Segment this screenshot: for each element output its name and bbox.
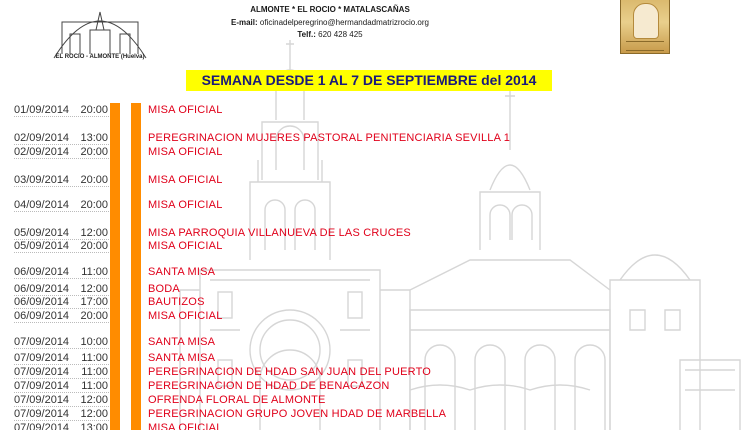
row-time: 20:00 bbox=[80, 174, 108, 186]
row-time: 12:00 bbox=[80, 283, 108, 295]
row-divider bbox=[14, 278, 109, 279]
row-date: 06/09/2014 bbox=[14, 266, 70, 278]
page-title: SEMANA DESDE 1 AL 7 DE SEPTIEMBRE del 2014 bbox=[186, 70, 552, 91]
row-divider bbox=[14, 392, 109, 393]
row-date: 07/09/2014 bbox=[14, 366, 70, 378]
row-time: 20:00 bbox=[80, 310, 108, 322]
row-time: 12:00 bbox=[80, 227, 108, 239]
row-divider bbox=[14, 186, 109, 187]
row-time: 10:00 bbox=[80, 336, 108, 348]
row-time: 20:00 bbox=[80, 240, 108, 252]
row-divider bbox=[14, 158, 109, 159]
row-time: 17:00 bbox=[80, 296, 108, 308]
row-date: 07/09/2014 bbox=[14, 352, 70, 364]
svg-text:EL ROCIO - ALMONTE (Huelva): EL ROCIO - ALMONTE (Huelva) bbox=[55, 54, 145, 60]
row-date: 04/09/2014 bbox=[14, 199, 70, 211]
row-divider bbox=[14, 308, 109, 309]
phone-value: 620 428 425 bbox=[318, 30, 363, 39]
row-date: 07/09/2014 bbox=[14, 422, 70, 430]
row-date: 05/09/2014 bbox=[14, 227, 70, 239]
row-event: MISA OFICIAL bbox=[148, 422, 223, 430]
row-event: PEREGRINACION GRUPO JOVEN HDAD DE MARBELLA bbox=[148, 408, 447, 420]
row-date: 06/09/2014 bbox=[14, 283, 70, 295]
row-date: 03/09/2014 bbox=[14, 174, 70, 186]
email-value[interactable]: oficinadelperegrino@hermandadmatrizrocio.org bbox=[259, 18, 429, 27]
row-divider bbox=[14, 406, 109, 407]
phone-label: Telf.: bbox=[297, 30, 316, 39]
row-time: 13:00 bbox=[80, 132, 108, 144]
row-date: 06/09/2014 bbox=[14, 296, 70, 308]
row-divider bbox=[14, 116, 109, 117]
row-date: 02/09/2014 bbox=[14, 132, 70, 144]
row-event: OFRENDA FLORAL DE ALMONTE bbox=[148, 394, 326, 406]
row-time: 11:00 bbox=[81, 352, 108, 364]
row-time: 20:00 bbox=[80, 146, 108, 158]
row-divider bbox=[14, 364, 109, 365]
row-divider bbox=[14, 420, 109, 421]
row-event: MISA OFICIAL bbox=[148, 310, 223, 322]
row-time: 12:00 bbox=[80, 408, 108, 420]
row-time: 11:00 bbox=[81, 380, 108, 392]
row-divider bbox=[14, 252, 109, 253]
row-event: PEREGRINACION DE HDAD SAN JUAN DEL PUERTO bbox=[148, 366, 432, 378]
row-event: MISA OFICIAL bbox=[148, 199, 223, 211]
row-event: MISA OFICIAL bbox=[148, 146, 223, 158]
row-event: SANTA MISA bbox=[148, 336, 216, 348]
row-event: BODA bbox=[148, 283, 180, 295]
row-divider bbox=[14, 322, 109, 323]
row-time: 11:00 bbox=[81, 266, 108, 278]
row-date: 06/09/2014 bbox=[14, 310, 70, 322]
row-date: 07/09/2014 bbox=[14, 408, 70, 420]
row-time: 20:00 bbox=[80, 104, 108, 116]
row-time: 11:00 bbox=[81, 366, 108, 378]
row-divider bbox=[14, 378, 109, 379]
row-divider bbox=[14, 348, 109, 349]
email-label: E-mail: bbox=[230, 18, 258, 27]
row-date: 07/09/2014 bbox=[14, 336, 70, 348]
row-event: MISA PARROQUIA VILLANUEVA DE LAS CRUCES bbox=[148, 227, 411, 239]
row-event: MISA OFICIAL bbox=[148, 174, 223, 186]
row-divider bbox=[14, 144, 109, 145]
header-towns: ALMONTE * EL ROCIO * MATALASCAÑAS bbox=[250, 5, 410, 14]
row-event: BAUTIZOS bbox=[148, 296, 205, 308]
row-event: SANTA MISA bbox=[148, 352, 216, 364]
row-time: 20:00 bbox=[80, 199, 108, 211]
row-event: SANTA MISA bbox=[148, 266, 216, 278]
row-date: 02/09/2014 bbox=[14, 146, 70, 158]
row-divider bbox=[14, 211, 109, 212]
row-event: MISA OFICIAL bbox=[148, 240, 223, 252]
row-time: 13:00 bbox=[80, 422, 108, 430]
row-date: 01/09/2014 bbox=[14, 104, 70, 116]
row-event: MISA OFICIAL bbox=[148, 104, 223, 116]
row-time: 12:00 bbox=[80, 394, 108, 406]
row-event: PEREGRINACION MUJERES PASTORAL PENITENCIARIA SEVILLA 1 bbox=[148, 132, 511, 144]
row-date: 07/09/2014 bbox=[14, 394, 70, 406]
row-event: PEREGRINACION DE HDAD DE BENACAZON bbox=[148, 380, 390, 392]
row-date: 07/09/2014 bbox=[14, 380, 70, 392]
row-date: 05/09/2014 bbox=[14, 240, 70, 252]
